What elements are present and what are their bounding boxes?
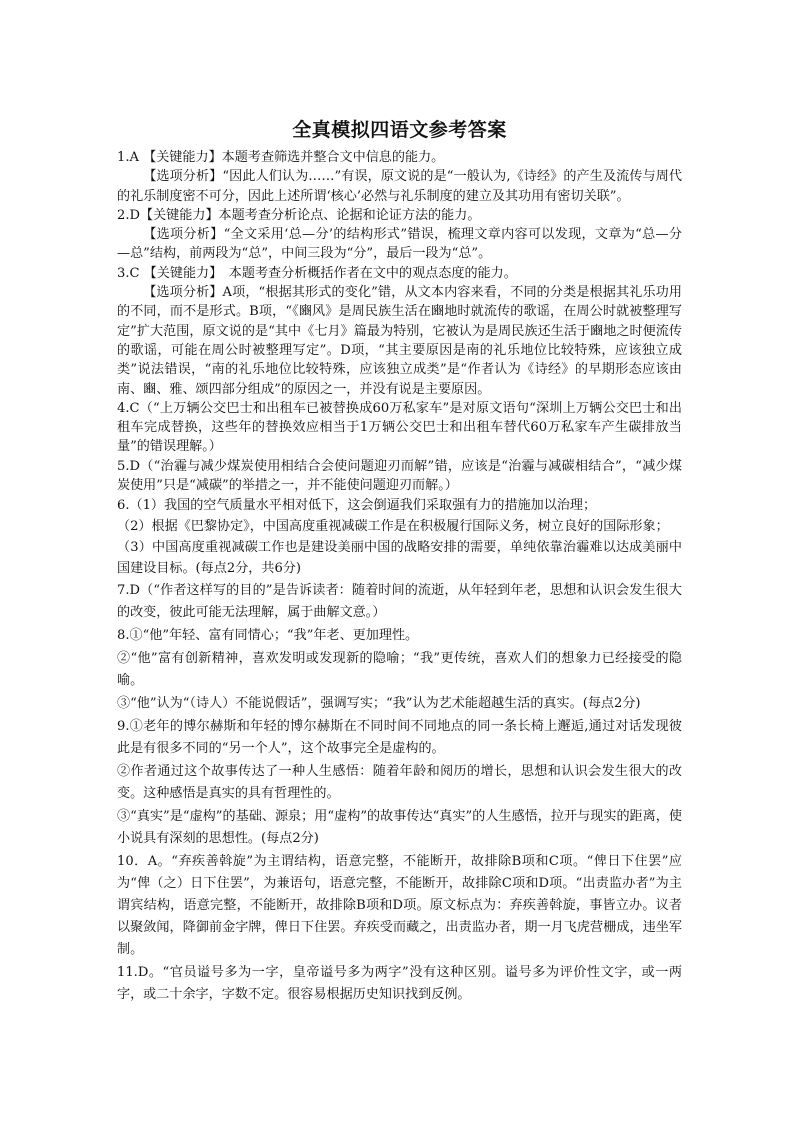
answer-6-point-1: 6.（1）我国的空气质量水平相对低下，这会倒逼我们采取强有力的措施加以治理； <box>117 498 597 514</box>
answer-11: 11.D。“官员谥号多为一字，皇帝谥号多为两字”没有这种区别。谥号多为评价性文字，或一两字，或二十余字，字数不定。很容易根据历史知识找到反例。 <box>117 965 682 1003</box>
answer-6-point-2: （2）根据《巴黎协定》，中国高度重视减碳工作是在积极履行国际义务，树立良好的国际形象； <box>117 519 669 535</box>
answer-7: 7.D（“作者这样写的目的”是告诉读者：随着时间的流逝，从年轻到年老，思想和认识会发生很大的改变，彼此可能无法理解，属于曲解文意。） <box>117 583 682 621</box>
answer-2-analysis: 【选项分析】“全文采用‘总—分’的结构形式”错误，梳理文章内容可以发现，文章为“总—分—总”结构，前两段为“总”，中间三段为“分”，最后一段为“总”。 <box>117 227 682 262</box>
answer-8-point-1: 8.①“他”年轻、富有同情心；“我”年老、更加理性。 <box>117 628 419 644</box>
answer-10: 10．A。“弃疾善斡旋”为主谓结构，语意完整，不能断开，故排除B项和C项。“俾日下住罢”应为“俾（之）日下住罢”，为兼语句，语意完整，不能断开，故排除C项和D项。“出责监办者”为主谓宾结构，语意完整，不能断开，故排除B项和D项。原文标点为：弃疾善斡旋，事皆立办。议者以聚敛闻，降御前金字牌，俾日下住罢。弃疾受而藏之，出责监办者，期一月飞虎营栅成，违坐军制。 <box>117 854 682 958</box>
answer-9-point-2: ②作者通过这个故事传达了一种人生感悟：随着年龄和阅历的增长，思想和认识会发生很大的改变。这种感悟是真实的具有哲理性的。 <box>117 764 682 802</box>
answer-9-point-1: 9.①老年的博尔赫斯和年轻的博尔赫斯在不同时间不同地点的同一条长椅上邂逅,通过对话发现彼此是有很多不同的“另一个人”，这个故事完全是虚构的。 <box>117 719 682 757</box>
answer-4: 4.C（“上万辆公交巴士和出租车已被替换成60万私家车”是对原文语句“深圳上万辆公交巴士和出租车完成替换，这些年的替换效应相当于1万辆公交巴士和出租车替代60万私家车产生碳排放当量”的错误理解。） <box>117 400 682 455</box>
answer-1-heading: 1.A 【关键能力】本题考查筛选并整合文中信息的能力。 <box>117 150 445 165</box>
answer-8-point-2: ②“他”富有创新精神，喜欢发明或发现新的隐喻；“我”更传统，喜欢人们的想象力已经接受的隐喻。 <box>117 651 682 689</box>
answer-2-heading: 2.D【关键能力】本题考查分析论点、论据和论证方法的能力。 <box>117 207 481 223</box>
answer-1-analysis: 【选项分析】“因此人们认为……”有误，原文说的是“一般认为,《诗经》的产生及流传与周代的礼乐制度密不可分，因此上述所谓‘核心’必然与礼乐制度的建立及其功用有密切关联”。 <box>117 169 682 204</box>
answer-5: 5.D（“治霾与减少煤炭使用相结合会使问题迎刃而解”错，应该是“治霾与减碳相结合”，“减少煤炭使用”只是“减碳”的举措之一，并不能使问题迎刃而解。） <box>117 458 682 494</box>
answer-3-analysis: 【选项分析】A项，“根据其形式的变化”错，从文本内容来看，不同的分类是根据其礼乐功用的不同，而不是形式。B项，“《豳风》是周民族生活在豳地时就流传的歌谣，在周公时就被整理写定”扩大范围，原文说的是“其中《七月》篇最为特别，它被认为是周民族还生活于豳地之时便流传的歌谣，可能在周公时被整理写定”。D项，“其主要原因是南的礼乐地位比较特殊，应该独立成类”说法错误，“南的礼乐地位比较特殊，应该独立成类”是“作者认为《诗经》的早期形态应该由南、豳、雅、颂四部分组成”的原因之一，并没有说是主要原因。 <box>117 285 682 397</box>
answer-3-heading: 3.C 【关键能力】 本题考查分析概括作者在文中的观点态度的能力。 <box>117 265 517 281</box>
answer-8-point-3: ③“他”认为“（诗人）不能说假话”，强调写实；“我”认为艺术能超越生活的真实。(每点2分) <box>117 696 641 712</box>
page-title: 全真模拟四语文参考答案 <box>292 119 507 141</box>
answer-6-point-3: （3）中国高度重视减碳工作也是建设美丽中国的战略安排的需要，单纯依靠治霾难以达成美丽中国建设目标。(每点2分，共6分) <box>117 540 682 577</box>
answer-sheet <box>117 116 682 1006</box>
answer-9-point-3: ③“真实”是“虚构”的基础、源泉；用“虚构”的故事传达“真实”的人生感悟，拉开与现实的距离，使小说具有深刻的思想性。(每点2分) <box>117 809 682 847</box>
